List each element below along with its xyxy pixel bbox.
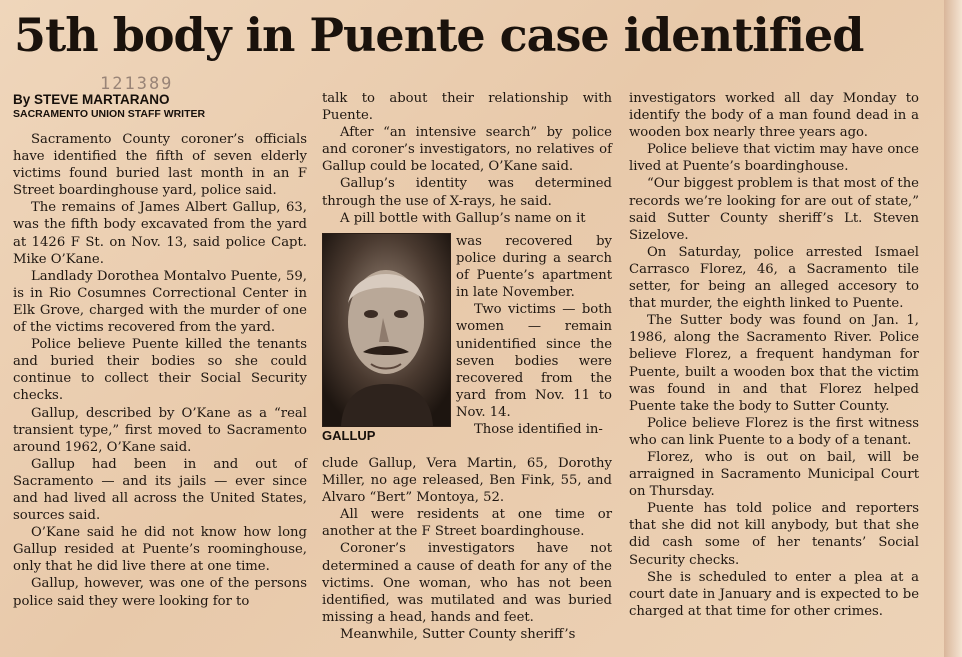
paragraph: On Saturday, police arrested Ismael Carrasco Florez, 46, a Sacramento tile setter, for being an alleged accesory to that murder, the eighth linked to Puente. <box>629 244 919 312</box>
paragraph: Two victims — both women — remain unidentified since the seven bodies were recovered from the yard from Nov. 11 to Nov. 14. <box>456 302 612 420</box>
paragraph: Sacramento County coroner’s officials have identified the fifth of seven elderly victims found buried last month in an F Street boardinghouse yard, police said. <box>13 132 307 199</box>
paper-edge <box>944 0 962 657</box>
paragraph: Those identified in- <box>474 422 603 437</box>
paragraph: talk to about their relationship with Puente. <box>322 91 612 124</box>
headline: 5th body in Puente case identified <box>14 8 864 62</box>
paragraph: Police believe Florez is the first witness who can link Puente to a body of a tenant. <box>629 415 919 448</box>
paragraph: O’Kane said he did not know how long Gallup resided at Puente’s roominghouse, only that he did live there at one time. <box>13 525 307 575</box>
column-3 <box>629 90 919 620</box>
column-2-bottom <box>322 455 612 643</box>
paragraph: Police believe Puente killed the tenants and buried their bodies so she could continue to collect their Social Security checks. <box>13 337 307 404</box>
portrait-image <box>322 233 451 427</box>
paragraph: was recovered by police during a search of Puente’s apartment in late November. <box>456 234 612 301</box>
date-stamp: 121389 <box>100 74 174 94</box>
paragraph: investigators worked all day Monday to identify the body of a man found dead in a wooden box nearly three years ago. <box>629 91 919 141</box>
photo-caption: GALLUP <box>322 428 376 443</box>
paragraph: A pill bottle with Gallup’s name on it <box>340 210 586 226</box>
paragraph: Police believe that victim may have once lived at Puente’s boardinghouse. <box>629 142 919 175</box>
paragraph: Puente has told police and reporters that she did not kill anybody, but that she did cash some of her tenants’ Social Security checks. <box>629 501 919 568</box>
byline-organization: SACRAMENTO UNION STAFF WRITER <box>13 108 206 120</box>
paragraph: “Our biggest problem is that most of the records we’re looking for are out of state,” said Sutter County sheriff’s Lt. Steven Sizelove. <box>629 176 919 243</box>
paragraph: Gallup, however, was one of the persons police said they were looking for to <box>13 576 307 609</box>
column-2-wrap <box>456 233 612 421</box>
paragraph: The Sutter body was found on Jan. 1, 1986, along the Sacramento River. Police believe Florez, a frequent handyman for Puente, built a wooden box that the victim was found in and that Florez helped Puente take the body to Sutter County. <box>629 313 919 414</box>
paragraph: Gallup had been in and out of Sacramento — and its jails — ever since and had lived all across the United States, sources said. <box>13 456 307 524</box>
paragraph: The remains of James Albert Gallup, 63, was the fifth body excavated from the yard at 1426 F St. on Nov. 13, said police Capt. Mike O’Kane. <box>13 200 307 267</box>
byline: By STEVE MARTARANO <box>13 92 170 107</box>
paragraph: All were residents at one time or another at the F Street boardinghouse. <box>322 507 612 540</box>
paragraph: Florez, who is out on bail, will be arraigned in Sacramento Municipal Court on Thursday. <box>629 449 919 500</box>
paragraph: Gallup’s identity was determined through the use of X-rays, he said. <box>322 176 612 209</box>
paragraph: She is scheduled to enter a plea at a court date in January and is expected to be charged at that time for other crimes. <box>629 569 919 619</box>
paragraph: After “an intensive search” by police and coroner’s investigators, no relatives of Gallup could be located, O’Kane said. <box>322 125 612 175</box>
paragraph: Meanwhile, Sutter County sheriff’s <box>340 626 576 642</box>
paragraph: Landlady Dorothea Montalvo Puente, 59, is in Rio Cosumnes Correctional Center in Elk Grove, charged with the murder of one of the victims recovered from the yard. <box>13 268 307 336</box>
portrait-photo <box>322 233 449 425</box>
paragraph: clude Gallup, Vera Martin, 65, Dorothy Miller, no age released, Ben Fink, 55, and Alvaro “Bert” Montoya, 52. <box>322 456 612 506</box>
paragraph: Gallup, described by O’Kane as a “real transient type,” first moved to Sacramento around 1962, O’Kane said. <box>13 405 307 455</box>
paragraph: Coroner’s investigators have not determined a cause of death for any of the victims. One woman, who has not been identified, was mutilated and was buried missing a head, hands and feet. <box>322 541 612 625</box>
column-1 <box>13 131 307 610</box>
column-2-wrap-2 <box>456 421 612 438</box>
column-2-top <box>322 90 612 227</box>
